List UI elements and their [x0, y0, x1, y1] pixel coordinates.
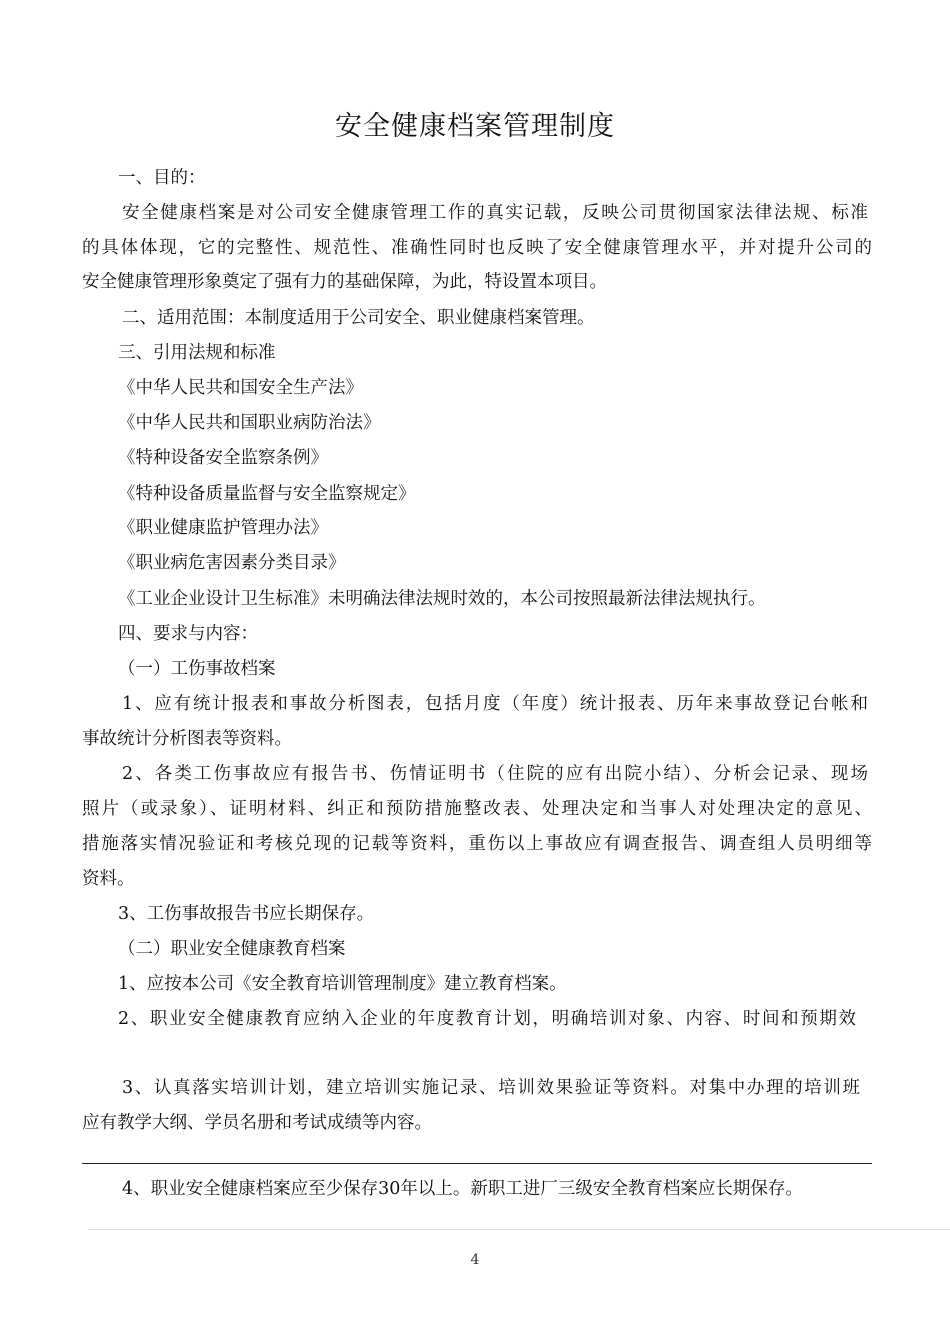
section-heading-purpose: 一、目的： [118, 168, 206, 188]
paragraph-line: 安全健康管理形象奠定了强有力的基础保障，为此，特设置本项目。 [82, 272, 607, 292]
subsection-heading-injury: （一）工伤事故档案 [118, 659, 276, 679]
reference-item: 《中华人民共和国安全生产法》 [118, 378, 363, 398]
paragraph-line: 措施落实情况验证和考核兑现的记载等资料，重伤以上事故应有调查报告、调查组人员明细等 [82, 834, 872, 854]
page-number: 4 [470, 1252, 480, 1268]
paragraph-line: 资料。 [82, 869, 135, 889]
reference-item: 《工业企业设计卫生标准》未明确法律法规时效的，本公司按照最新法律法规执行。 [118, 589, 766, 609]
paragraph-line: 应有教学大纲、学员名册和考试成绩等内容。 [82, 1113, 432, 1133]
paragraph-line: 照片（或录象）、证明材料、纠正和预防措施整改表、处理决定和当事人对处理决定的意见、 [82, 799, 872, 819]
paragraph-line: 1、应按本公司《安全教育培训管理制度》建立教育档案。 [118, 974, 567, 994]
paragraph-line: 3、工伤事故报告书应长期保存。 [118, 904, 375, 924]
paragraph-line: 事故统计分析图表等资料。 [82, 729, 292, 749]
footer-divider [88, 1229, 950, 1230]
paragraph-line: 4、职业安全健康档案应至少保存30年以上。新职工进厂三级安全教育档案应长期保存。 [122, 1179, 803, 1199]
reference-item: 《中华人民共和国职业病防治法》 [118, 413, 381, 433]
section-heading-scope: 二、适用范围：本制度适用于公司安全、职业健康档案管理。 [122, 308, 595, 328]
paragraph-line: 安全健康档案是对公司安全健康管理工作的真实记载，反映公司贯彻国家法律法规、标准 [122, 203, 868, 223]
section-heading-requirements: 四、要求与内容： [118, 624, 258, 644]
subsection-heading-education: （二）职业安全健康教育档案 [118, 939, 346, 959]
reference-item: 《特种设备质量监督与安全监察规定》 [118, 484, 416, 504]
paragraph-line: 3、认真落实培训计划，建立培训实施记录、培训效果验证等资料。对集中办理的培训班 [122, 1078, 860, 1098]
paragraph-line: 2、职业安全健康教育应纳入企业的年度教育计划，明确培训对象、内容、时间和预期效 [118, 1009, 856, 1029]
paragraph-line: 1、应有统计报表和事故分析图表，包括月度（年度）统计报表、历年来事故登记台帐和 [122, 694, 868, 714]
paragraph-line: 的具体体现，它的完整性、规范性、准确性同时也反映了安全健康管理水平，并对提升公司的 [82, 238, 872, 258]
section-heading-references: 三、引用法规和标准 [118, 343, 276, 363]
horizontal-rule [82, 1163, 872, 1164]
document-title: 安全健康档案管理制度 [335, 111, 615, 142]
reference-item: 《特种设备安全监察条例》 [118, 448, 328, 468]
paragraph-line: 2、各类工伤事故应有报告书、伤情证明书（住院的应有出院小结）、分析会记录、现场 [122, 764, 868, 784]
reference-item: 《职业病危害因素分类目录》 [118, 553, 346, 573]
reference-item: 《职业健康监护管理办法》 [118, 518, 328, 538]
